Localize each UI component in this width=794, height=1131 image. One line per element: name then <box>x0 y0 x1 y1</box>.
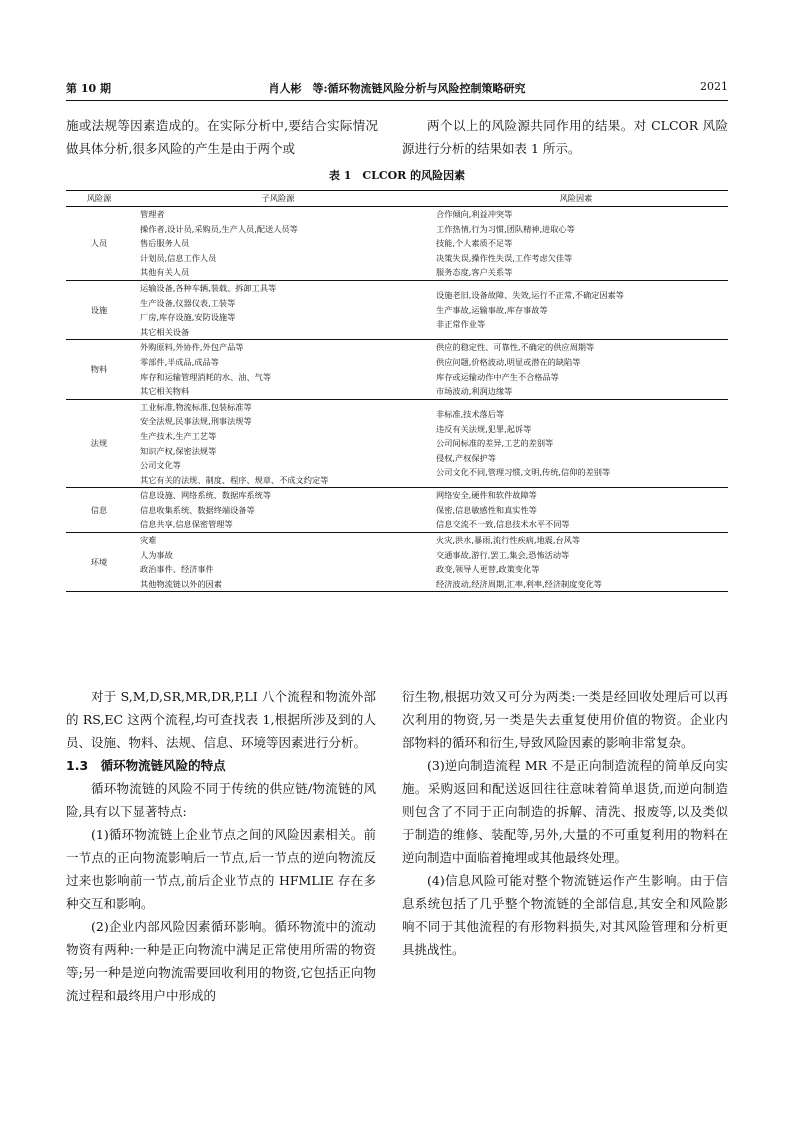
paragraph: 对于 S,M,D,SR,MR,DR,P,LI 八个流程和物流外部的 RS,EC 这两个流程,均可查找表 1,根据所涉及到的人员、设施、物料、法规、信息、环境等因素进行分析。 <box>66 689 376 750</box>
risk-factor-cell <box>424 488 728 533</box>
sub-source-item: 政治事件、经济事件 <box>140 564 214 575</box>
risk-factor-item: 网络安全,硬件和软件故障等 <box>436 490 537 501</box>
risk-source-cell: 物料 <box>66 340 132 399</box>
risk-factor-item: 供应的稳定性、可靠性,不确定的供应周期等 <box>436 342 595 353</box>
sub-source-item: 其他物流链以外的因素 <box>140 578 222 589</box>
paragraph: 施或法规等因素造成的。在实际分析中,要结合实际情况做具体分析,很多风险的产生是由于两个或 <box>66 118 378 156</box>
risk-factor-cell <box>424 533 728 592</box>
risk-source-cell: 法规 <box>66 399 132 488</box>
sub-source-item: 零部件,半成品,成品等 <box>140 356 219 367</box>
header-rule <box>66 100 728 101</box>
risk-factor-item: 供应问题,价格波动,明显或潜在的缺陷等 <box>436 356 581 367</box>
top-right-text <box>402 114 728 160</box>
sub-source-item: 其它相关设备 <box>140 326 190 337</box>
sub-source-item: 库存和运输管理消耗的水、油、气等 <box>140 371 272 382</box>
sub-source-item: 售后服务人员 <box>140 238 190 249</box>
sub-source-cell <box>132 340 424 399</box>
paragraph: (2)企业内部风险因素循环影响。循环物流中的流动物资有两种:一种是正向物流中满足正常使用所需的物资等;另一种是逆向物流需要回收利用的物资,它包括正向物流过程和最终用户中形成的 <box>66 919 376 1003</box>
risk-factor-item: 公司文化不同,管理习惯,文明,传统,信仰的差别等 <box>436 467 611 478</box>
table-row <box>66 207 728 281</box>
sub-source-item: 信息共享,信息保密管理等 <box>140 519 233 530</box>
risk-factor-item: 违反有关法规,犯罪,起诉等 <box>436 423 532 434</box>
paragraph: 两个以上的风险源共同作用的结果。对 CLCOR 风险源进行分析的结果如表 1 所示。 <box>402 118 728 156</box>
section-heading: 1.3 循环物流链风险的特点 <box>66 758 226 773</box>
table-row <box>66 399 728 488</box>
table-row <box>66 340 728 399</box>
sub-source-item: 其它相关物料 <box>140 386 190 397</box>
risk-factor-cell <box>424 399 728 488</box>
sub-source-item: 厂房,库存设施,安防设施等 <box>140 312 236 323</box>
sub-source-item: 生产技术,生产工艺等 <box>140 430 217 441</box>
sub-source-item: 其他有关人员 <box>140 267 190 278</box>
sub-source-cell <box>132 533 424 592</box>
sub-source-cell <box>132 399 424 488</box>
risk-factor-item: 经济波动,经济周期,汇率,利率,经济制度变化等 <box>436 578 602 589</box>
running-header <box>66 80 728 98</box>
risk-source-cell: 信息 <box>66 488 132 533</box>
risk-factor-item: 非正常作业等 <box>436 319 486 330</box>
risk-factor-item: 工作热情,行为习惯,团队精神,进取心等 <box>436 223 575 234</box>
risk-factor-item: 政变,领导人更替,政策变化等 <box>436 564 540 575</box>
sub-source-item: 灾难 <box>140 535 157 546</box>
sub-source-item: 公司文化等 <box>140 460 181 471</box>
risk-factor-item: 交通事故,游行,罢工,集会,恐怖活动等 <box>436 549 570 560</box>
sub-source-item: 信息设施、网络系统、数据库系统等 <box>140 490 272 501</box>
table-row <box>66 533 728 592</box>
sub-source-item: 工业标准,物流标准,包装标准等 <box>140 401 252 412</box>
top-left-text <box>66 114 378 160</box>
table-header-row <box>66 191 728 207</box>
header-factor: 风险因素 <box>424 191 728 207</box>
sub-source-item: 知识产权,保密法规等 <box>140 445 217 456</box>
sub-source-item: 计划员,信息工作人员 <box>140 252 217 263</box>
table-row <box>66 488 728 533</box>
risk-factor-cell <box>424 340 728 399</box>
risk-factor-item: 技能,个人素质不足等 <box>436 238 513 249</box>
left-column <box>66 685 376 1007</box>
sub-source-item: 人为事故 <box>140 549 173 560</box>
risk-factor-item: 市场波动,利润边缘等 <box>436 386 513 397</box>
page-number: 2021 <box>700 80 728 93</box>
risk-factor-cell <box>424 207 728 281</box>
sub-source-item: 生产设备,仪器仪表,工装等 <box>140 297 236 308</box>
sub-source-cell <box>132 207 424 281</box>
sub-source-item: 运输设备,各种车辆,装载、拆卸工具等 <box>140 282 277 293</box>
table-caption: 表 1 CLCOR 的风险因素 <box>328 169 466 182</box>
risk-factor-item: 服务态度,客户关系等 <box>436 267 513 278</box>
risk-factor-item: 决策失误,操作性失误,工作考虑欠佳等 <box>436 252 573 263</box>
paragraph: (1)循环物流链上企业节点之间的风险因素相关。前一节点的正向物流影响后一节点,后一节点的逆向物流反过来也影响前一节点,前后企业节点的 HFMLIE 存在多种交互和影响。 <box>66 827 376 911</box>
risk-factor-item: 设施老旧,设备故障、失效,运行不正常,不确定因素等 <box>436 290 624 301</box>
risk-source-cell: 人员 <box>66 207 132 281</box>
sub-source-item: 信息收集系统、数据终端设备等 <box>140 504 255 515</box>
risk-factor-table <box>66 190 728 592</box>
paragraph: (4)信息风险可能对整个物流链运作产生影响。由于信息系统包括了几乎整个物流链的全部信息,其安全和风险影响不同于其他流程的有形物料损失,对其风险管理和分析更具挑战性。 <box>402 873 728 957</box>
sub-source-item: 安全法规,民事法规,刑事法规等 <box>140 416 252 427</box>
risk-factor-item: 非标准,技术落后等 <box>436 409 505 420</box>
risk-factor-item: 生产事故,运输事故,库存事故等 <box>436 304 548 315</box>
paragraph: 循环物流链的风险不同于传统的供应链/物流链的风险,具有以下显著特点: <box>66 781 376 819</box>
risk-factor-item: 侵权,产权保护等 <box>436 452 496 463</box>
running-title: 肖人彬 等:循环物流链风险分析与风险控制策略研究 <box>268 82 526 95</box>
sub-source-cell <box>132 488 424 533</box>
right-column <box>402 685 728 961</box>
header-sub-source: 子风险源 <box>132 191 424 207</box>
sub-source-item: 操作者,设计员,采购员,生产人员,配送人员等 <box>140 223 298 234</box>
paragraph: 衍生物,根据功效又可分为两类:一类是经回收处理后可以再次利用的物资,另一类是失去重复使用价值的物资。企业内部物料的循环和衍生,导致风险因素的影响非常复杂。 <box>402 689 728 750</box>
sub-source-item: 外购原料,外协件,外包产品等 <box>140 342 244 353</box>
risk-factor-item: 公司间标准的差异,工艺的差别等 <box>436 438 554 449</box>
sub-source-item: 管理者 <box>140 209 165 219</box>
issue-number: 第 10 期 <box>66 82 111 95</box>
risk-factor-item: 合作倾向,利益冲突等 <box>436 209 513 219</box>
risk-source-cell: 环境 <box>66 533 132 592</box>
header-source: 风险源 <box>66 191 132 207</box>
risk-source-cell: 设施 <box>66 280 132 339</box>
risk-factor-item: 信息交流不一致,信息技术水平不同等 <box>436 519 570 530</box>
risk-factor-item: 火灾,洪水,暴雨,流行性疾病,地震,台风等 <box>436 535 581 546</box>
paragraph: (3)逆向制造流程 MR 不是正向制造流程的简单反向实施。采购返回和配送返回往往意味着简单退货,而逆向制造则包含了不同于正向制造的拆解、清洗、报废等,以及类似于制造的维修、装配等,另外,大量的不可重复利用的物料在逆向制造中面临着掩埋或其他最终处理。 <box>402 758 728 865</box>
table-row <box>66 280 728 339</box>
sub-source-cell <box>132 280 424 339</box>
sub-source-item: 其它有关的法规、制度、程序、规章、不成文约定等 <box>140 474 329 485</box>
risk-factor-cell <box>424 280 728 339</box>
risk-factor-item: 库存或运输动作中产生不合格品等 <box>436 371 559 382</box>
risk-factor-item: 保密,信息敏感性和真实性等 <box>436 504 537 515</box>
